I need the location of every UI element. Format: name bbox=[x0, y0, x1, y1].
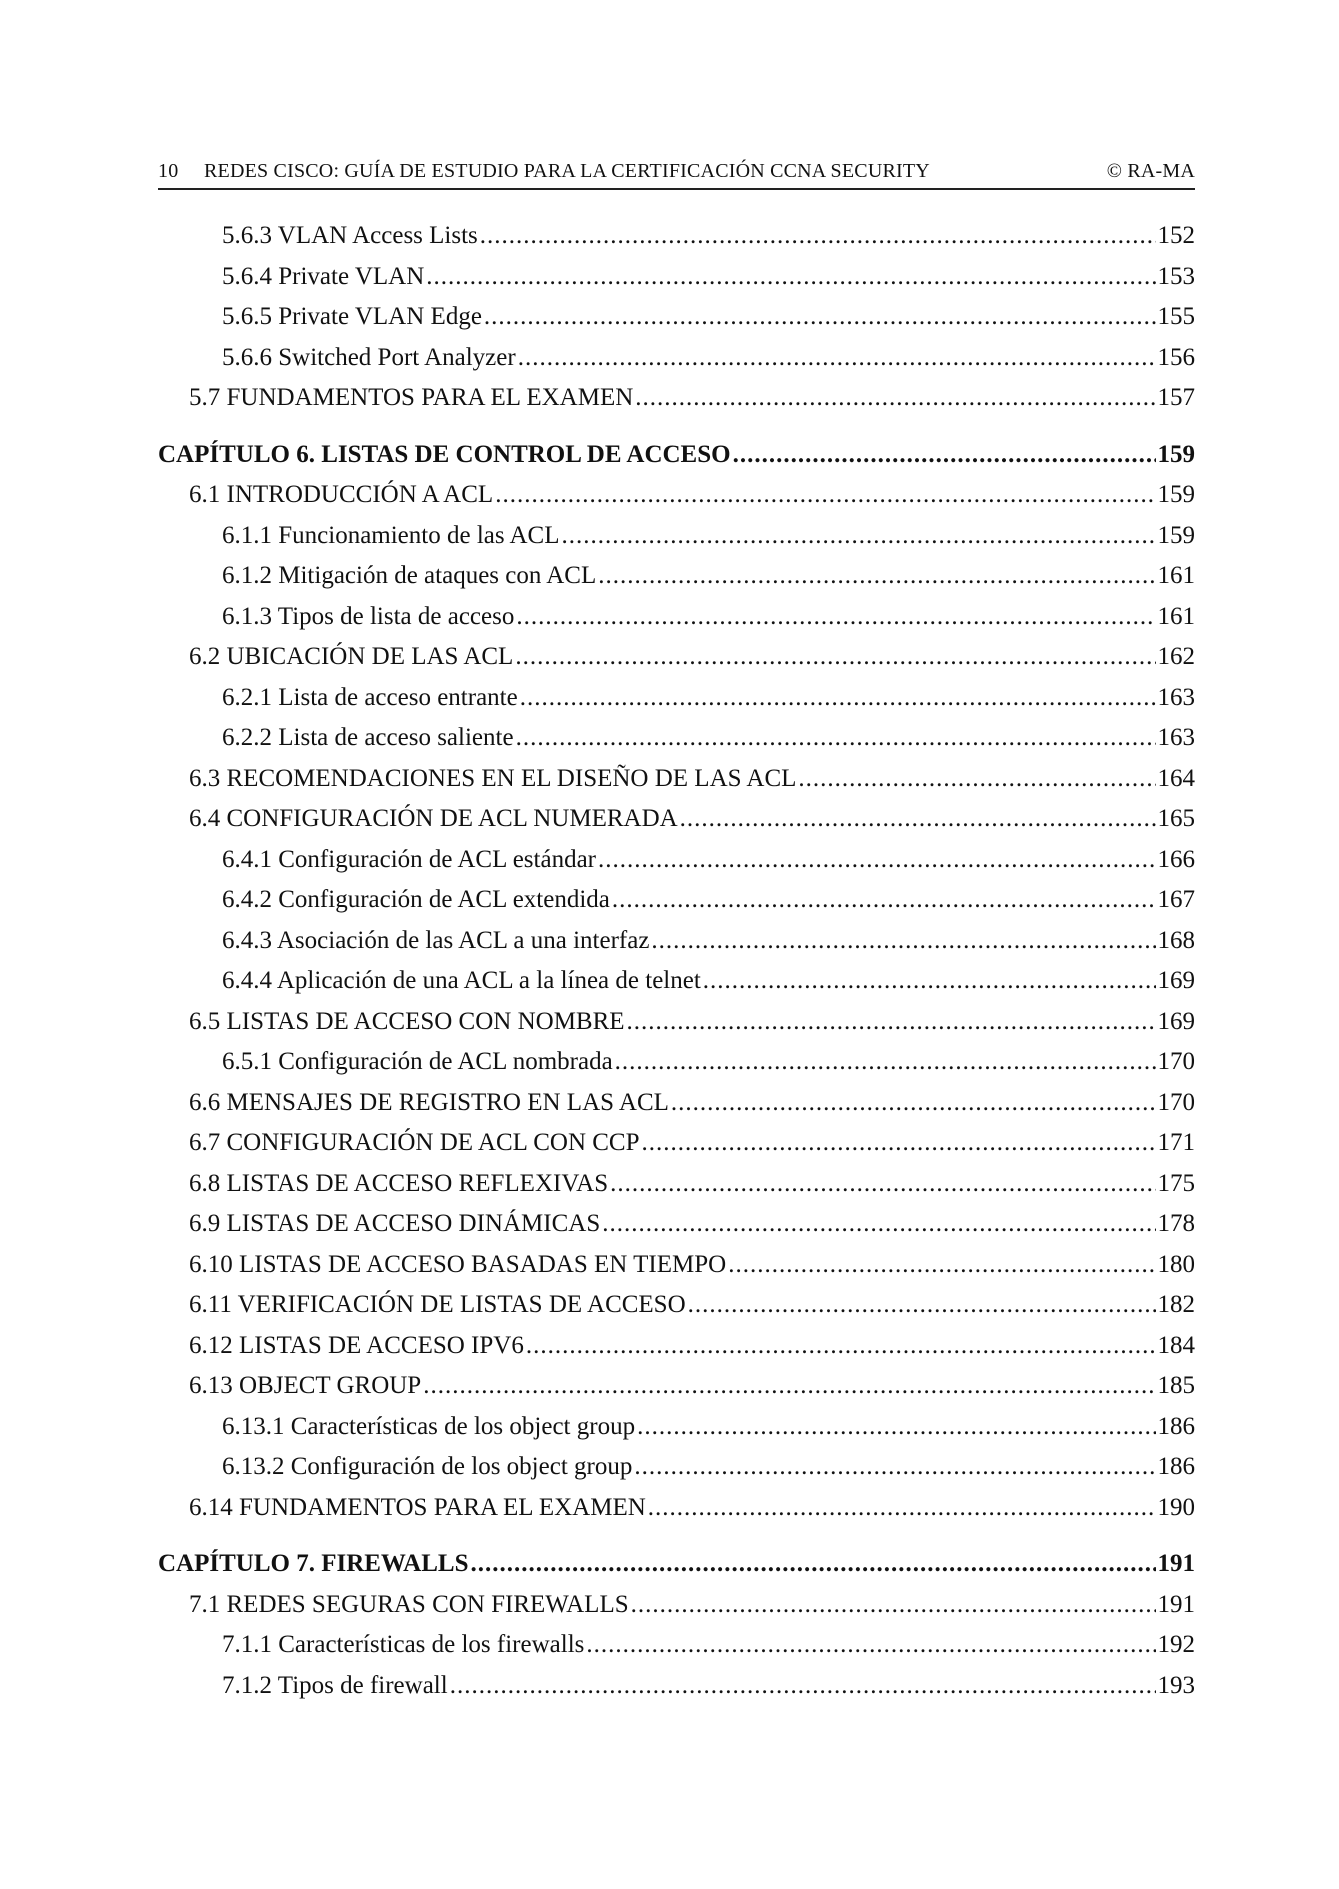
dot-leader bbox=[703, 961, 1156, 1002]
toc-entry-page-number: 159 bbox=[1157, 521, 1195, 549]
toc-entry-label: 6.2.1 Lista de acceso entrante bbox=[222, 683, 518, 711]
toc-chapter-entry bbox=[158, 1544, 1195, 1585]
toc-entry bbox=[158, 1204, 1195, 1245]
toc-entry-page-number: 167 bbox=[1157, 886, 1195, 913]
dot-leader bbox=[426, 257, 1155, 298]
toc-entry-page-number: 170 bbox=[1157, 1088, 1195, 1116]
toc-entry-label: 6.10 LISTAS DE ACCESO BASADAS EN TIEMPO bbox=[189, 1250, 727, 1278]
toc-entry bbox=[158, 516, 1195, 557]
toc-entry-page-number: 191 bbox=[1157, 1550, 1195, 1577]
toc-entry-page-number: 161 bbox=[1157, 562, 1195, 589]
toc-entry-label: 6.1 INTRODUCCIÓN A ACL bbox=[189, 481, 494, 508]
toc-entry-label: 7.1.1 Características de los firewalls bbox=[222, 1631, 585, 1658]
toc-entry-label: 5.6.4 Private VLAN bbox=[222, 262, 425, 290]
toc-entry-label: 6.1.3 Tipos de lista de acceso bbox=[222, 602, 515, 630]
toc-entry bbox=[158, 1164, 1195, 1205]
toc-entry-label: 6.13.1 Características de los object group bbox=[222, 1412, 636, 1440]
dot-leader bbox=[518, 338, 1156, 379]
toc-entry-page-number: 155 bbox=[1157, 303, 1195, 330]
dot-leader bbox=[516, 597, 1155, 638]
toc-entry bbox=[158, 475, 1195, 516]
toc-entry-label: 6.4.2 Configuración de ACL extendida bbox=[222, 886, 610, 913]
toc-entry bbox=[158, 556, 1195, 597]
toc-entry-label: 5.6.3 VLAN Access Lists bbox=[222, 222, 478, 249]
toc-entry-label: 7.1 REDES SEGURAS CON FIREWALLS bbox=[189, 1590, 629, 1618]
toc-entry bbox=[158, 637, 1195, 678]
dot-leader bbox=[526, 1326, 1156, 1367]
toc-entry-page-number: 159 bbox=[1157, 440, 1195, 468]
toc-entry-label: 7.1.2 Tipos de firewall bbox=[222, 1671, 448, 1699]
toc-entry-label: 6.4 CONFIGURACIÓN DE ACL NUMERADA bbox=[189, 805, 678, 832]
toc-entry-label: 6.1.1 Funcionamiento de las ACL bbox=[222, 521, 560, 549]
dot-leader bbox=[586, 1625, 1155, 1666]
toc-entry-page-number: 163 bbox=[1157, 724, 1195, 751]
toc-entry-page-number: 182 bbox=[1157, 1291, 1195, 1318]
toc-entry-page-number: 165 bbox=[1157, 805, 1195, 832]
dot-leader bbox=[598, 840, 1156, 881]
toc-entry-label: 6.13.2 Configuración de los object group bbox=[222, 1453, 633, 1480]
toc-entry bbox=[158, 378, 1195, 419]
dot-leader bbox=[635, 378, 1155, 419]
toc-entry-label: 6.7 CONFIGURACIÓN DE ACL CON CCP bbox=[189, 1129, 640, 1156]
toc-entry bbox=[158, 338, 1195, 379]
dot-leader bbox=[423, 1366, 1155, 1407]
dot-leader bbox=[798, 759, 1155, 800]
toc-entry-page-number: 191 bbox=[1157, 1590, 1195, 1618]
toc-entry-page-number: 169 bbox=[1157, 967, 1195, 994]
toc-entry-page-number: 169 bbox=[1157, 1007, 1195, 1035]
toc-entry-page-number: 170 bbox=[1157, 1048, 1195, 1075]
dot-leader bbox=[615, 1042, 1156, 1083]
toc-entry-page-number: 166 bbox=[1157, 845, 1195, 873]
header-publisher: © RA-MA bbox=[1106, 160, 1195, 182]
toc-entry-label: 5.7 FUNDAMENTOS PARA EL EXAMEN bbox=[189, 384, 634, 411]
toc-entry bbox=[158, 1585, 1195, 1626]
toc-entry-page-number: 157 bbox=[1157, 384, 1195, 411]
dot-leader bbox=[450, 1666, 1156, 1707]
toc-entry bbox=[158, 1366, 1195, 1407]
header-book-title: REDES CISCO: GUÍA DE ESTUDIO PARA LA CERTIFICACIÓN CCNA SECURITY bbox=[204, 160, 930, 182]
toc-entry-page-number: 164 bbox=[1157, 764, 1195, 792]
toc-entry-page-number: 161 bbox=[1157, 602, 1195, 630]
toc-entry bbox=[158, 678, 1195, 719]
toc-entry-label: 6.12 LISTAS DE ACCESO IPV6 bbox=[189, 1331, 524, 1359]
toc-entry-page-number: 193 bbox=[1157, 1671, 1195, 1699]
toc-entry bbox=[158, 1123, 1195, 1164]
toc-entry bbox=[158, 1488, 1195, 1529]
toc-entry bbox=[158, 961, 1195, 1002]
toc-entry-label: 6.4.3 Asociación de las ACL a una interfaz bbox=[222, 926, 650, 954]
toc-entry-label: 6.13 OBJECT GROUP bbox=[189, 1372, 422, 1399]
dot-leader bbox=[484, 297, 1156, 338]
dot-leader bbox=[470, 1544, 1155, 1585]
toc-entry-page-number: 192 bbox=[1157, 1631, 1195, 1658]
toc-entry-label: 6.6 MENSAJES DE REGISTRO EN LAS ACL bbox=[189, 1088, 669, 1116]
toc-entry-page-number: 190 bbox=[1157, 1493, 1195, 1521]
page-header bbox=[158, 156, 1195, 190]
toc-entry bbox=[158, 799, 1195, 840]
toc-entry-label: 5.6.6 Switched Port Analyzer bbox=[222, 343, 516, 371]
toc-entry bbox=[158, 921, 1195, 962]
dot-leader bbox=[671, 1083, 1156, 1124]
toc-entry bbox=[158, 216, 1195, 257]
toc-entry bbox=[158, 1407, 1195, 1448]
toc-entry-page-number: 156 bbox=[1157, 343, 1195, 371]
toc-entry-page-number: 153 bbox=[1157, 262, 1195, 290]
toc-entry-label: 6.5 LISTAS DE ACCESO CON NOMBRE bbox=[189, 1007, 625, 1035]
toc-entry-page-number: 175 bbox=[1157, 1169, 1195, 1197]
toc-entry-page-number: 185 bbox=[1157, 1372, 1195, 1399]
toc-entry bbox=[158, 759, 1195, 800]
dot-leader bbox=[612, 880, 1156, 921]
dot-leader bbox=[561, 516, 1155, 557]
toc-entry-label: 6.2.2 Lista de acceso saliente bbox=[222, 724, 514, 751]
dot-leader bbox=[516, 718, 1156, 759]
dot-leader bbox=[680, 799, 1156, 840]
toc-entry-page-number: 186 bbox=[1157, 1412, 1195, 1440]
toc-entry-page-number: 152 bbox=[1157, 222, 1195, 249]
dot-leader bbox=[610, 1164, 1155, 1205]
toc-entry bbox=[158, 1245, 1195, 1286]
dot-leader bbox=[728, 1245, 1155, 1286]
toc-entry-page-number: 171 bbox=[1157, 1129, 1195, 1156]
toc-entry bbox=[158, 1002, 1195, 1043]
toc-entry bbox=[158, 1285, 1195, 1326]
toc-entry-label: 6.2 UBICACIÓN DE LAS ACL bbox=[189, 643, 514, 670]
toc-entry-label: 6.11 VERIFICACIÓN DE LISTAS DE ACCESO bbox=[189, 1291, 686, 1318]
dot-leader bbox=[602, 1204, 1155, 1245]
toc-entry bbox=[158, 1625, 1195, 1666]
dot-leader bbox=[495, 475, 1155, 516]
toc-entry bbox=[158, 1042, 1195, 1083]
toc-entry bbox=[158, 597, 1195, 638]
toc-entry-page-number: 159 bbox=[1157, 481, 1195, 508]
toc-entry-label: 6.3 RECOMENDACIONES EN EL DISEÑO DE LAS ACL bbox=[189, 764, 797, 792]
toc-entry-label: 6.5.1 Configuración de ACL nombrada bbox=[222, 1048, 613, 1075]
toc-entry-page-number: 162 bbox=[1157, 643, 1195, 670]
toc-entry-page-number: 186 bbox=[1157, 1453, 1195, 1480]
dot-leader bbox=[688, 1285, 1156, 1326]
toc-entry bbox=[158, 718, 1195, 759]
toc-entry-page-number: 184 bbox=[1157, 1331, 1195, 1359]
toc-entry bbox=[158, 1666, 1195, 1707]
toc-entry-label: CAPÍTULO 7. FIREWALLS bbox=[158, 1550, 469, 1577]
toc-entry bbox=[158, 840, 1195, 881]
toc-entry-label: 6.8 LISTAS DE ACCESO REFLEXIVAS bbox=[189, 1169, 609, 1197]
toc-entry-page-number: 180 bbox=[1157, 1250, 1195, 1278]
header-page-number: 10 bbox=[158, 160, 179, 182]
toc-entry bbox=[158, 1083, 1195, 1124]
toc-entry bbox=[158, 257, 1195, 298]
toc-entry-label: 6.4.4 Aplicación de una ACL a la línea de telnet bbox=[222, 967, 701, 994]
toc-entry-label: 6.1.2 Mitigación de ataques con ACL bbox=[222, 562, 597, 589]
toc-entry-page-number: 163 bbox=[1157, 683, 1195, 711]
toc-entry-label: CAPÍTULO 6. LISTAS DE CONTROL DE ACCESO bbox=[158, 440, 731, 468]
toc-entry bbox=[158, 297, 1195, 338]
table-of-contents bbox=[158, 216, 1195, 1706]
dot-leader bbox=[598, 556, 1155, 597]
toc-entry bbox=[158, 1326, 1195, 1367]
toc-entry-label: 6.9 LISTAS DE ACCESO DINÁMICAS bbox=[189, 1210, 601, 1237]
toc-entry-page-number: 168 bbox=[1157, 926, 1195, 954]
toc-entry bbox=[158, 880, 1195, 921]
dot-leader bbox=[637, 1407, 1155, 1448]
dot-leader bbox=[515, 637, 1155, 678]
dot-leader bbox=[634, 1447, 1155, 1488]
toc-entry-page-number: 178 bbox=[1157, 1210, 1195, 1237]
toc-entry-label: 6.4.1 Configuración de ACL estándar bbox=[222, 845, 596, 873]
toc-entry bbox=[158, 1447, 1195, 1488]
dot-leader bbox=[627, 1002, 1156, 1043]
dot-leader bbox=[648, 1488, 1156, 1529]
dot-leader bbox=[733, 435, 1156, 476]
toc-entry-label: 6.14 FUNDAMENTOS PARA EL EXAMEN bbox=[189, 1493, 646, 1521]
toc-entry-label: 5.6.5 Private VLAN Edge bbox=[222, 303, 482, 330]
toc-chapter-entry bbox=[158, 435, 1195, 476]
dot-leader bbox=[631, 1585, 1156, 1626]
dot-leader bbox=[651, 921, 1155, 962]
dot-leader bbox=[642, 1123, 1156, 1164]
dot-leader bbox=[520, 678, 1156, 719]
dot-leader bbox=[480, 216, 1156, 257]
